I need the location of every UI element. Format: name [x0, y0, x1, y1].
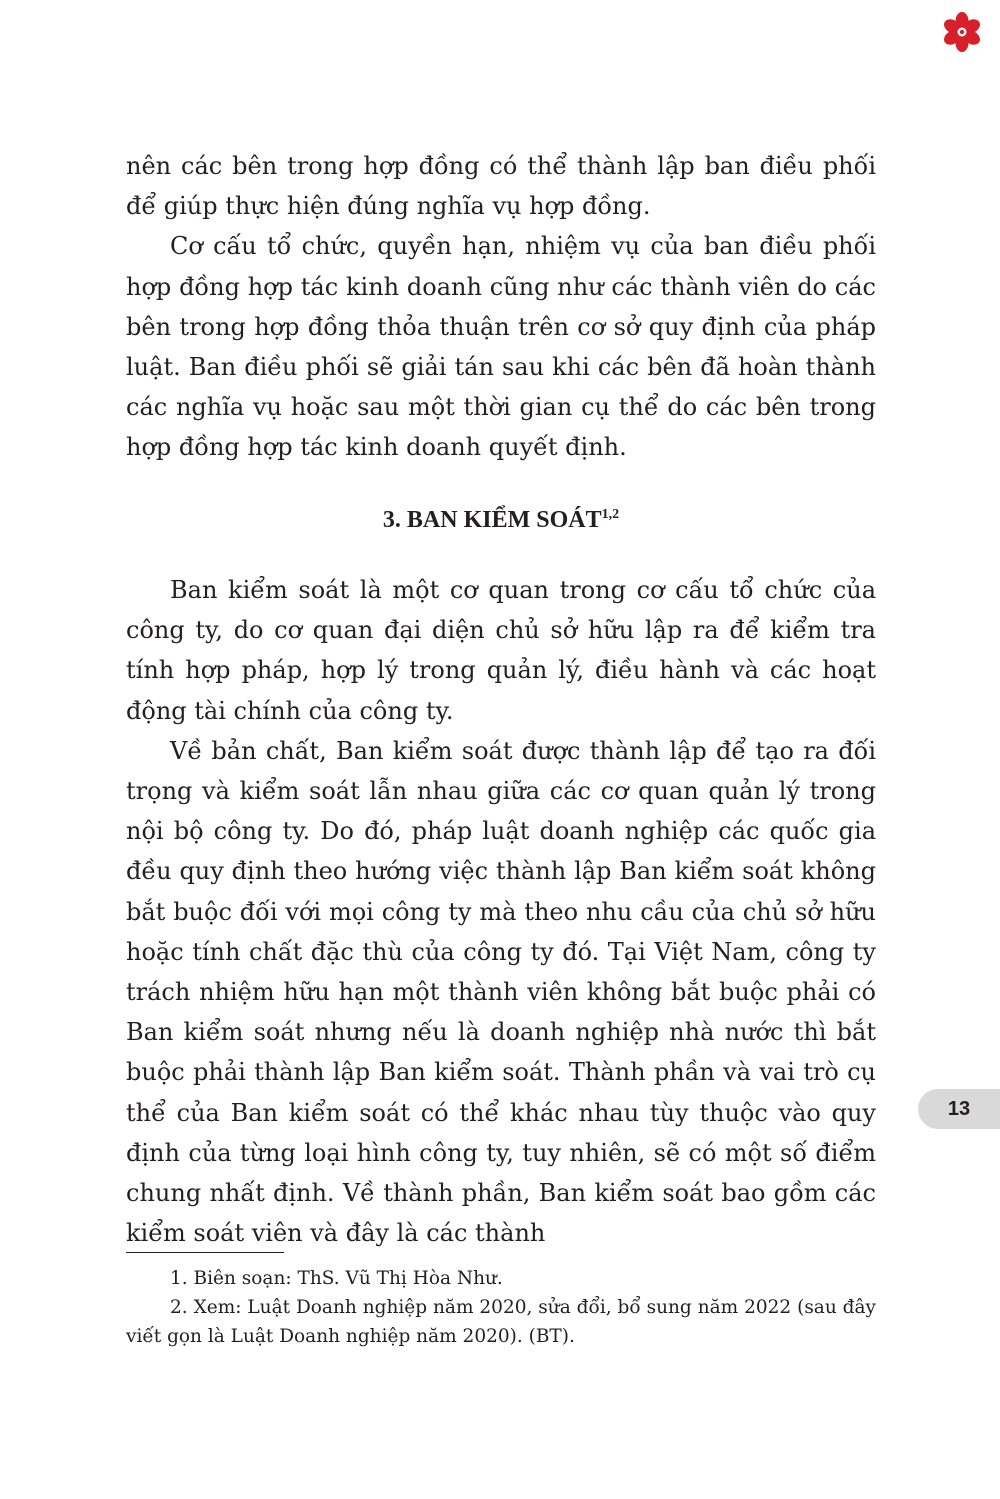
paragraph-definition: Ban kiểm soát là một cơ quan trong cơ cấu tổ chức của công ty, do cơ quan đại diện chủ sở hữu lập ra để kiểm tra tính hợp pháp, hợp lý trong quản lý, điều hành và các hoạt động tài chính của công ty. — [126, 576, 876, 725]
paragraph-coordination-board: Cơ cấu tổ chức, quyền hạn, nhiệm vụ của ban điều phối hợp đồng hợp tác kinh doanh cũng như các thành viên do các bên trong hợp đồng thỏa thuận trên cơ sở quy định của pháp luật. Ban điều phối sẽ giải tán sau khi các bên đã hoàn thành các nghĩa vụ hoặc sau một thời gian cụ thể do các bên trong hợp đồng hợp tác kinh doanh quyết định. — [126, 232, 876, 462]
footnote-1: 1. Biên soạn: ThS. Vũ Thị Hòa Như. — [170, 1268, 503, 1289]
page-number: 13 — [947, 1097, 971, 1120]
section-heading-text: 3. BAN KIỂM SOÁT — [382, 507, 602, 533]
footnotes — [126, 1264, 876, 1351]
body-text-top — [126, 146, 876, 468]
body-text-bottom — [126, 570, 876, 1253]
paragraph-nature: Về bản chất, Ban kiểm soát được thành lập để tạo ra đối trọng và kiểm soát lẫn nhau giữa các cơ quan quản lý trong nội bộ công ty. Do đó, pháp luật doanh nghiệp các quốc gia đều quy định theo hướng việc thành lập Ban kiểm soát không bắt buộc đối với mọi công ty mà theo nhu cầu của chủ sở hữu hoặc tính chất đặc thù của công ty đó. Tại Việt Nam, công ty trách nhiệm hữu hạn một thành viên không bắt buộc phải có Ban kiểm soát nhưng nếu là doanh nghiệp nhà nước thì bắt buộc phải thành lập Ban kiểm soát. Thành phần và vai trò cụ thể của Ban kiểm soát có thể khác nhau tùy thuộc vào quy định của từng loại hình công ty, tuy nhiên, sẽ có một số điểm chung nhất định. Về thành phần, Ban kiểm soát bao gồm các kiểm soát viên và đây là các thành — [126, 736, 876, 1248]
section-heading — [126, 500, 876, 540]
page-number-tab — [918, 1089, 1000, 1129]
footnote-2: 2. Xem: Luật Doanh nghiệp năm 2020, sửa đổi, bổ sung năm 2022 (sau đây viết gọn là Luật Doanh nghiệp năm 2020). (BT). — [126, 1297, 876, 1347]
footnote-divider — [126, 1252, 284, 1253]
footnote-refs: 1,2 — [601, 507, 620, 522]
paragraph-continuation: nên các bên trong hợp đồng có thể thành lập ban điều phối để giúp thực hiện đúng nghĩa vụ hợp đồng. — [126, 152, 876, 221]
publisher-flower-logo-icon — [940, 10, 984, 54]
